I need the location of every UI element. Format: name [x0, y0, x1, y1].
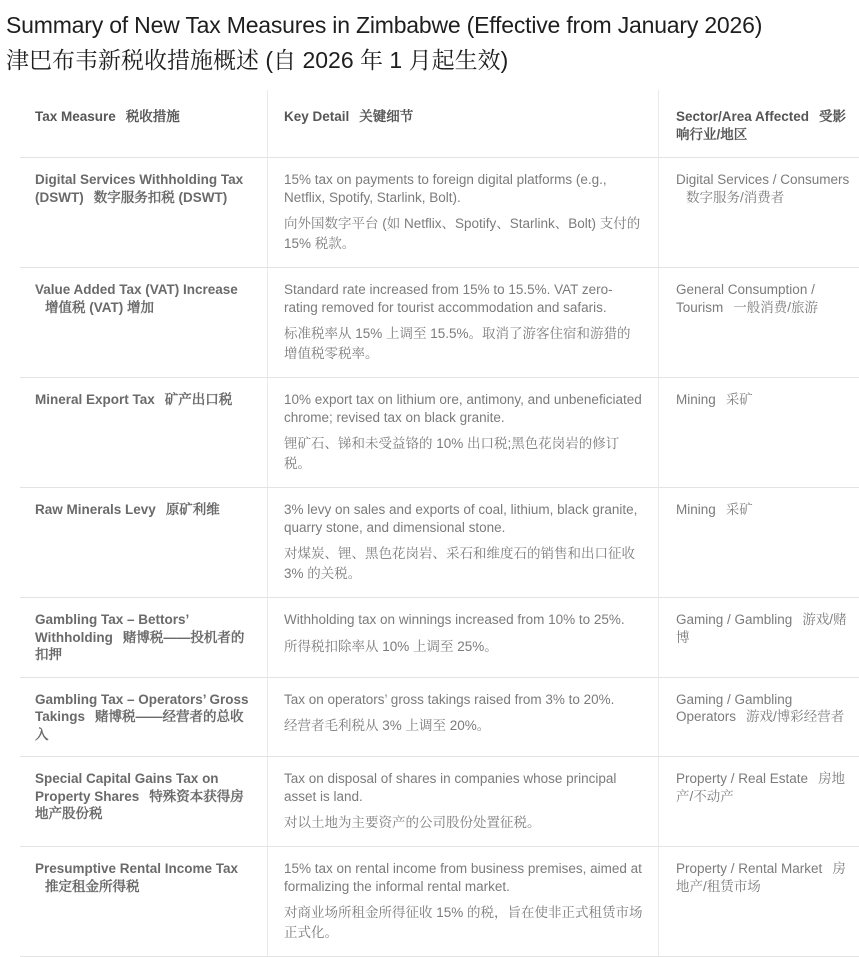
- detail-zh: 向外国数字平台 (如 Netflix、Spotify、Starlink、Bolt) 支付的 15% 税款。: [284, 216, 641, 251]
- sector-zh: 采矿: [725, 502, 753, 517]
- table-row-capital-gains: [20, 756, 859, 846]
- table-row-gambling-operators: [20, 677, 859, 757]
- measure-cell: [20, 847, 267, 956]
- header-detail-en: Key Detail: [284, 109, 350, 124]
- page-header: [0, 0, 859, 78]
- header-cell-sector: [658, 90, 859, 157]
- detail-zh: 对煤炭、锂、黑色花岗岩、采石和维度石的销售和出口征收 3% 的关税。: [284, 546, 635, 581]
- sector-en: Property / Rental Market: [676, 861, 823, 876]
- sector-zh: 房地产/租赁市场: [676, 861, 846, 894]
- measure-cell: [20, 268, 267, 377]
- sector-cell: [658, 488, 859, 597]
- detail-en: Tax on operators’ gross takings raised from 3% to 20%.: [284, 691, 615, 707]
- sector-cell: [658, 158, 859, 267]
- measure-zh: 推定租金所得税: [45, 878, 140, 894]
- sector-cell: [658, 598, 859, 677]
- header-sector-zh: 受影响行业/地区: [676, 109, 847, 142]
- detail-cell: [267, 678, 658, 757]
- table-row-dswt: [20, 157, 859, 267]
- page-subtitle: 津巴布韦新税收措施概述 (自 2026 年 1 月起生效): [6, 47, 509, 73]
- header-measure-zh: 税收措施: [125, 109, 180, 124]
- sector-zh: 一般消费/旅游: [733, 299, 819, 315]
- detail-zh: 经营者毛利税从 3% 上调至 20%。: [284, 718, 491, 733]
- measure-zh: 增值税 (VAT) 增加: [45, 299, 154, 315]
- sector-zh: 游戏/博彩经营者: [746, 709, 845, 724]
- measure-zh: 数字服务扣税 (DSWT): [93, 189, 228, 205]
- sector-zh: 数字服务/消费者: [686, 189, 785, 205]
- measure-zh: 赌博税——经营者的总收入: [35, 709, 244, 742]
- header-sector-en: Sector/Area Affected: [676, 109, 810, 124]
- detail-zh: 对商业场所租金所得征收 15% 的税，旨在使非正式租赁市场正式化。: [284, 905, 643, 940]
- measure-cell: [20, 158, 267, 267]
- sector-cell: [658, 847, 859, 956]
- measure-en: Value Added Tax (VAT) Increase: [35, 282, 238, 297]
- detail-en: 10% export tax on lithium ore, antimony, and unbeneficiated chrome; revised tax on black granite.: [284, 392, 642, 425]
- sector-cell: [658, 757, 859, 846]
- sector-en: General Consumption / Tourism: [676, 282, 815, 315]
- measure-en: Gambling Tax – Operators’ Gross Takings: [35, 691, 249, 724]
- measure-cell: [20, 757, 267, 846]
- detail-cell: [267, 757, 658, 846]
- detail-zh: 对以土地为主要资产的公司股份处置征税。: [284, 815, 541, 830]
- table-row-raw-minerals: [20, 487, 859, 597]
- detail-en: Tax on disposal of shares in companies whose principal asset is land.: [284, 771, 617, 804]
- header-measure-en: Tax Measure: [35, 109, 116, 124]
- sector-zh: 游戏/赌博: [676, 612, 847, 645]
- sector-zh: 采矿: [725, 392, 753, 407]
- table-header-row: [20, 90, 859, 157]
- header-detail-zh: 关键细节: [359, 109, 414, 124]
- sector-en: Property / Real Estate: [676, 771, 809, 786]
- table-row-rental-income: [20, 846, 859, 957]
- detail-en: 3% levy on sales and exports of coal, lithium, black granite, quarry stone, and dimensional stone.: [284, 502, 638, 535]
- detail-cell: [267, 488, 658, 597]
- measure-zh: 矿产出口税: [164, 392, 233, 407]
- tax-measures-table: [20, 90, 859, 957]
- sector-zh: 房地产/不动产: [676, 771, 846, 804]
- measure-en: Digital Services Withholding Tax (DSWT): [35, 172, 244, 205]
- table-row-vat: [20, 267, 859, 377]
- detail-en: Withholding tax on winnings increased from 10% to 25%.: [284, 612, 625, 627]
- measure-cell: [20, 488, 267, 597]
- table-row-gambling-bettors: [20, 597, 859, 677]
- sector-cell: [658, 268, 859, 377]
- detail-cell: [267, 268, 658, 377]
- page-title: Summary of New Tax Measures in Zimbabwe (Effective from January 2026): [6, 12, 763, 38]
- header-cell-detail: [267, 90, 658, 157]
- measure-zh: 赌博税——投机者的扣押: [35, 629, 245, 662]
- sector-en: Mining: [676, 392, 716, 407]
- detail-zh: 标准税率从 15% 上调至 15.5%。取消了游客住宿和游猎的增值税零税率。: [284, 326, 631, 361]
- table-row-mineral-export: [20, 377, 859, 487]
- measure-en: Gambling Tax – Bettors’ Withholding: [35, 612, 189, 645]
- sector-en: Digital Services / Consumers: [676, 172, 850, 187]
- detail-zh: 所得税扣除率从 10% 上调至 25%。: [284, 638, 498, 654]
- measure-zh: 特殊资本获得房地产股份税: [35, 788, 244, 821]
- measure-cell: [20, 678, 267, 757]
- detail-en: 15% tax on rental income from business premises, aimed at formalizing the informal rental market.: [284, 861, 642, 894]
- sector-cell: [658, 378, 859, 487]
- measure-en: Mineral Export Tax: [35, 392, 155, 407]
- header-cell-measure: [20, 90, 267, 157]
- measure-en: Raw Minerals Levy: [35, 502, 156, 517]
- sector-en: Mining: [676, 502, 716, 517]
- sector-en: Gaming / Gambling: [676, 612, 793, 627]
- measure-en: Special Capital Gains Tax on Property Shares: [35, 771, 219, 804]
- measure-cell: [20, 598, 267, 677]
- detail-cell: [267, 378, 658, 487]
- measure-zh: 原矿利维: [165, 502, 220, 517]
- measure-cell: [20, 378, 267, 487]
- detail-cell: [267, 158, 658, 267]
- sector-en: Gaming / Gambling Operators: [676, 691, 793, 724]
- detail-cell: [267, 598, 658, 677]
- sector-cell: [658, 678, 859, 757]
- detail-en: 15% tax on payments to foreign digital platforms (e.g., Netflix, Spotify, Starlink, Bolt).: [284, 172, 607, 205]
- detail-zh: 锂矿石、锑和未受益铬的 10% 出口税;黑色花岗岩的修订税。: [284, 436, 620, 471]
- detail-cell: [267, 847, 658, 956]
- measure-en: Presumptive Rental Income Tax: [35, 861, 239, 876]
- detail-en: Standard rate increased from 15% to 15.5%. VAT zero-rating removed for tourist accommodation and safaris.: [284, 282, 613, 315]
